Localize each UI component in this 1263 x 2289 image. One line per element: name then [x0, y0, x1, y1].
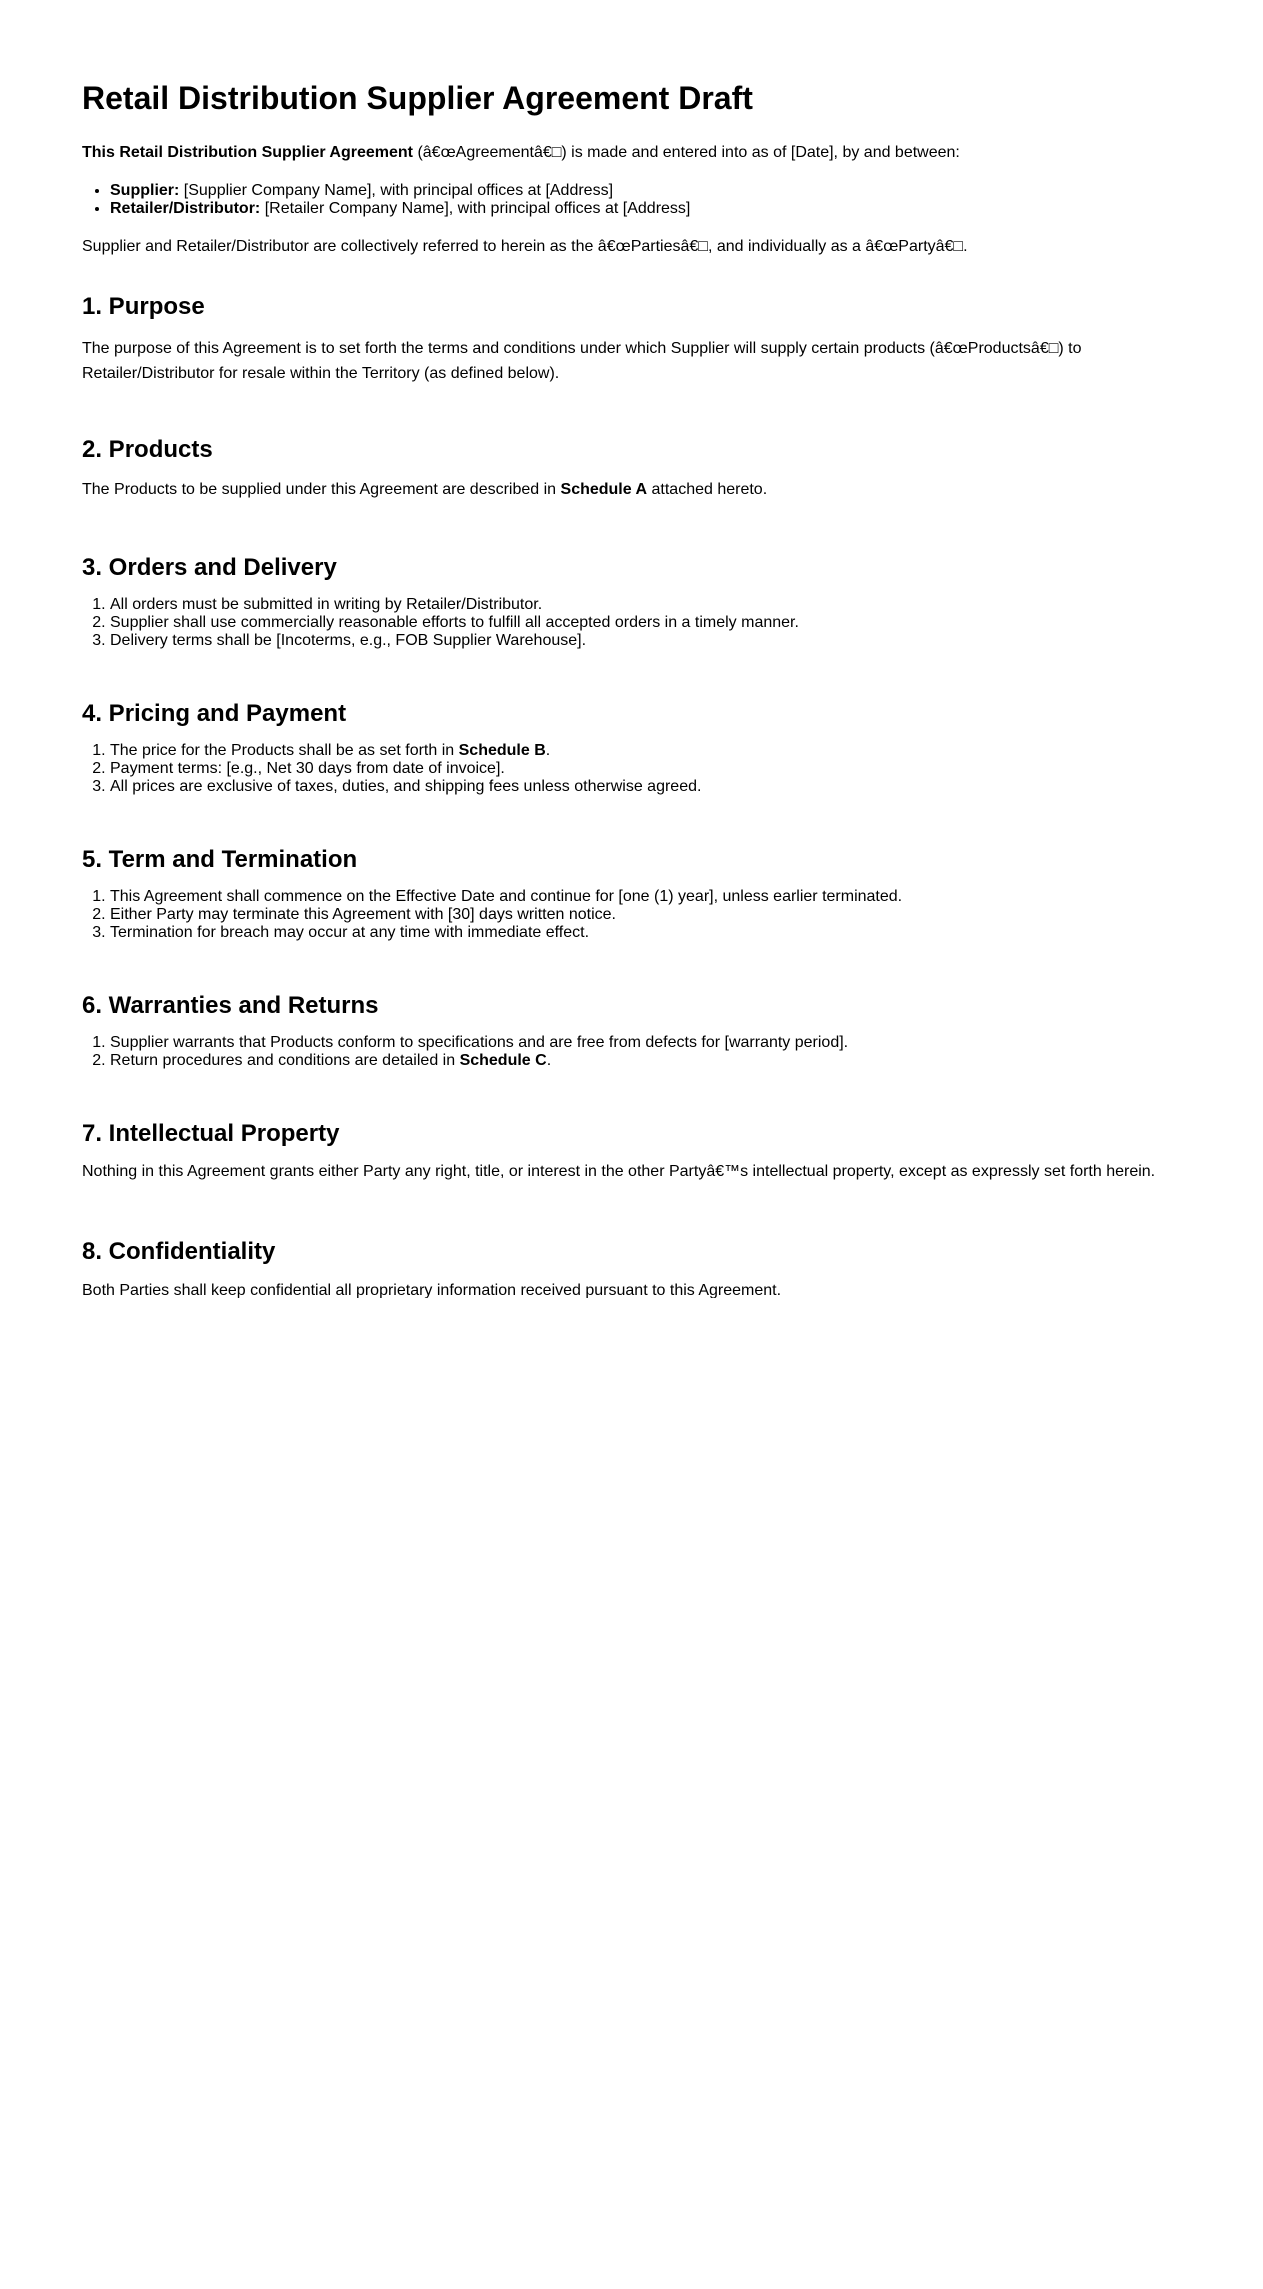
list-item [110, 1052, 848, 1070]
text: The Products to be supplied under this Agreement are described in [82, 481, 561, 498]
list-item: 1. This Agreement shall commence on the Effective Date and continue for [one (1) year], unless earlier terminated. [110, 888, 902, 906]
list-item: 1. All orders must be submitted in writing by Retailer/Distributor. [110, 596, 799, 614]
intro-bold: This Retail Distribution Supplier Agreement [82, 144, 413, 161]
schedule-c-ref: Schedule C [459, 1052, 547, 1069]
orders-list [110, 596, 799, 650]
list-item: 2. Payment terms: [e.g., Net 30 days from date of invoice]. [110, 760, 701, 778]
party-retailer [110, 200, 690, 218]
section-heading-term: 5. Term and Termination [82, 846, 358, 873]
section-heading-confidentiality: 8. Confidentiality [82, 1238, 276, 1265]
party-text: [Retailer Company Name], with principal offices at [Address] [260, 200, 691, 217]
section-heading-products: 2. Products [82, 436, 213, 463]
party-supplier [110, 182, 690, 200]
text: Return procedures and conditions are detailed in [110, 1052, 460, 1069]
section-heading-pricing: 4. Pricing and Payment [82, 700, 347, 727]
text: attached hereto. [647, 481, 768, 498]
list-item: 3. All prices are exclusive of taxes, duties, and shipping fees unless otherwise agreed. [110, 778, 701, 796]
section-heading-warranties: 6. Warranties and Returns [82, 992, 379, 1019]
text: . [546, 1052, 552, 1069]
schedule-b-ref: Schedule B [458, 742, 546, 759]
term-list [110, 888, 902, 942]
party-label: Retailer/Distributor: [110, 200, 261, 217]
section-purpose-text: The purpose of this Agreement is to set forth the terms and conditions under which Supplier will supply certain products (â€œProductsâ€□) to Retailer/Distributor for resale within the Territory (as defined below). [82, 340, 1082, 382]
warranties-list [110, 1034, 848, 1070]
page-title: Retail Distribution Supplier Agreement Draft [82, 80, 753, 116]
party-label: Supplier: [110, 182, 180, 199]
section-ip-text: Nothing in this Agreement grants either Party any right, title, or interest in the other Partyâ€™s intellectual property, except as expressly set forth herein. [82, 1163, 1156, 1180]
section-heading-ip: 7. Intellectual Property [82, 1120, 340, 1147]
list-item: 2. Supplier shall use commercially reasonable efforts to fulfill all accepted orders in a timely manner. [110, 614, 799, 632]
parties-note: Supplier and Retailer/Distributor are collectively referred to herein as the â€œPartiesâ€□, and individually as a â€œPartyâ€□. [82, 238, 968, 255]
section-heading-purpose: 1. Purpose [82, 293, 205, 320]
section-products-text [82, 480, 767, 500]
section-confidentiality-text: Both Parties shall keep confidential all proprietary information received pursuant to this Agreement. [82, 1282, 782, 1298]
text: . [545, 742, 551, 759]
intro-rest: (â€œAgreementâ€□) is made and entered into as of [Date], by and between: [413, 144, 960, 161]
section-heading-orders: 3. Orders and Delivery [82, 554, 337, 581]
text: The price for the Products shall be as set forth in [110, 742, 459, 759]
schedule-a-ref: Schedule A [560, 481, 648, 498]
list-item: 2. Either Party may terminate this Agreement with [30] days written notice. [110, 906, 902, 924]
pricing-list [110, 742, 701, 796]
list-item: 1. Supplier warrants that Products conform to specifications and are free from defects for [warranty period]. [110, 1034, 848, 1052]
party-text: [Supplier Company Name], with principal offices at [Address] [179, 182, 614, 199]
list-item: 3. Termination for breach may occur at any time with immediate effect. [110, 924, 902, 942]
intro-paragraph [82, 143, 960, 163]
list-item: 3. Delivery terms shall be [Incoterms, e.g., FOB Supplier Warehouse]. [110, 632, 799, 650]
list-item [110, 742, 701, 760]
parties-list [110, 182, 690, 218]
